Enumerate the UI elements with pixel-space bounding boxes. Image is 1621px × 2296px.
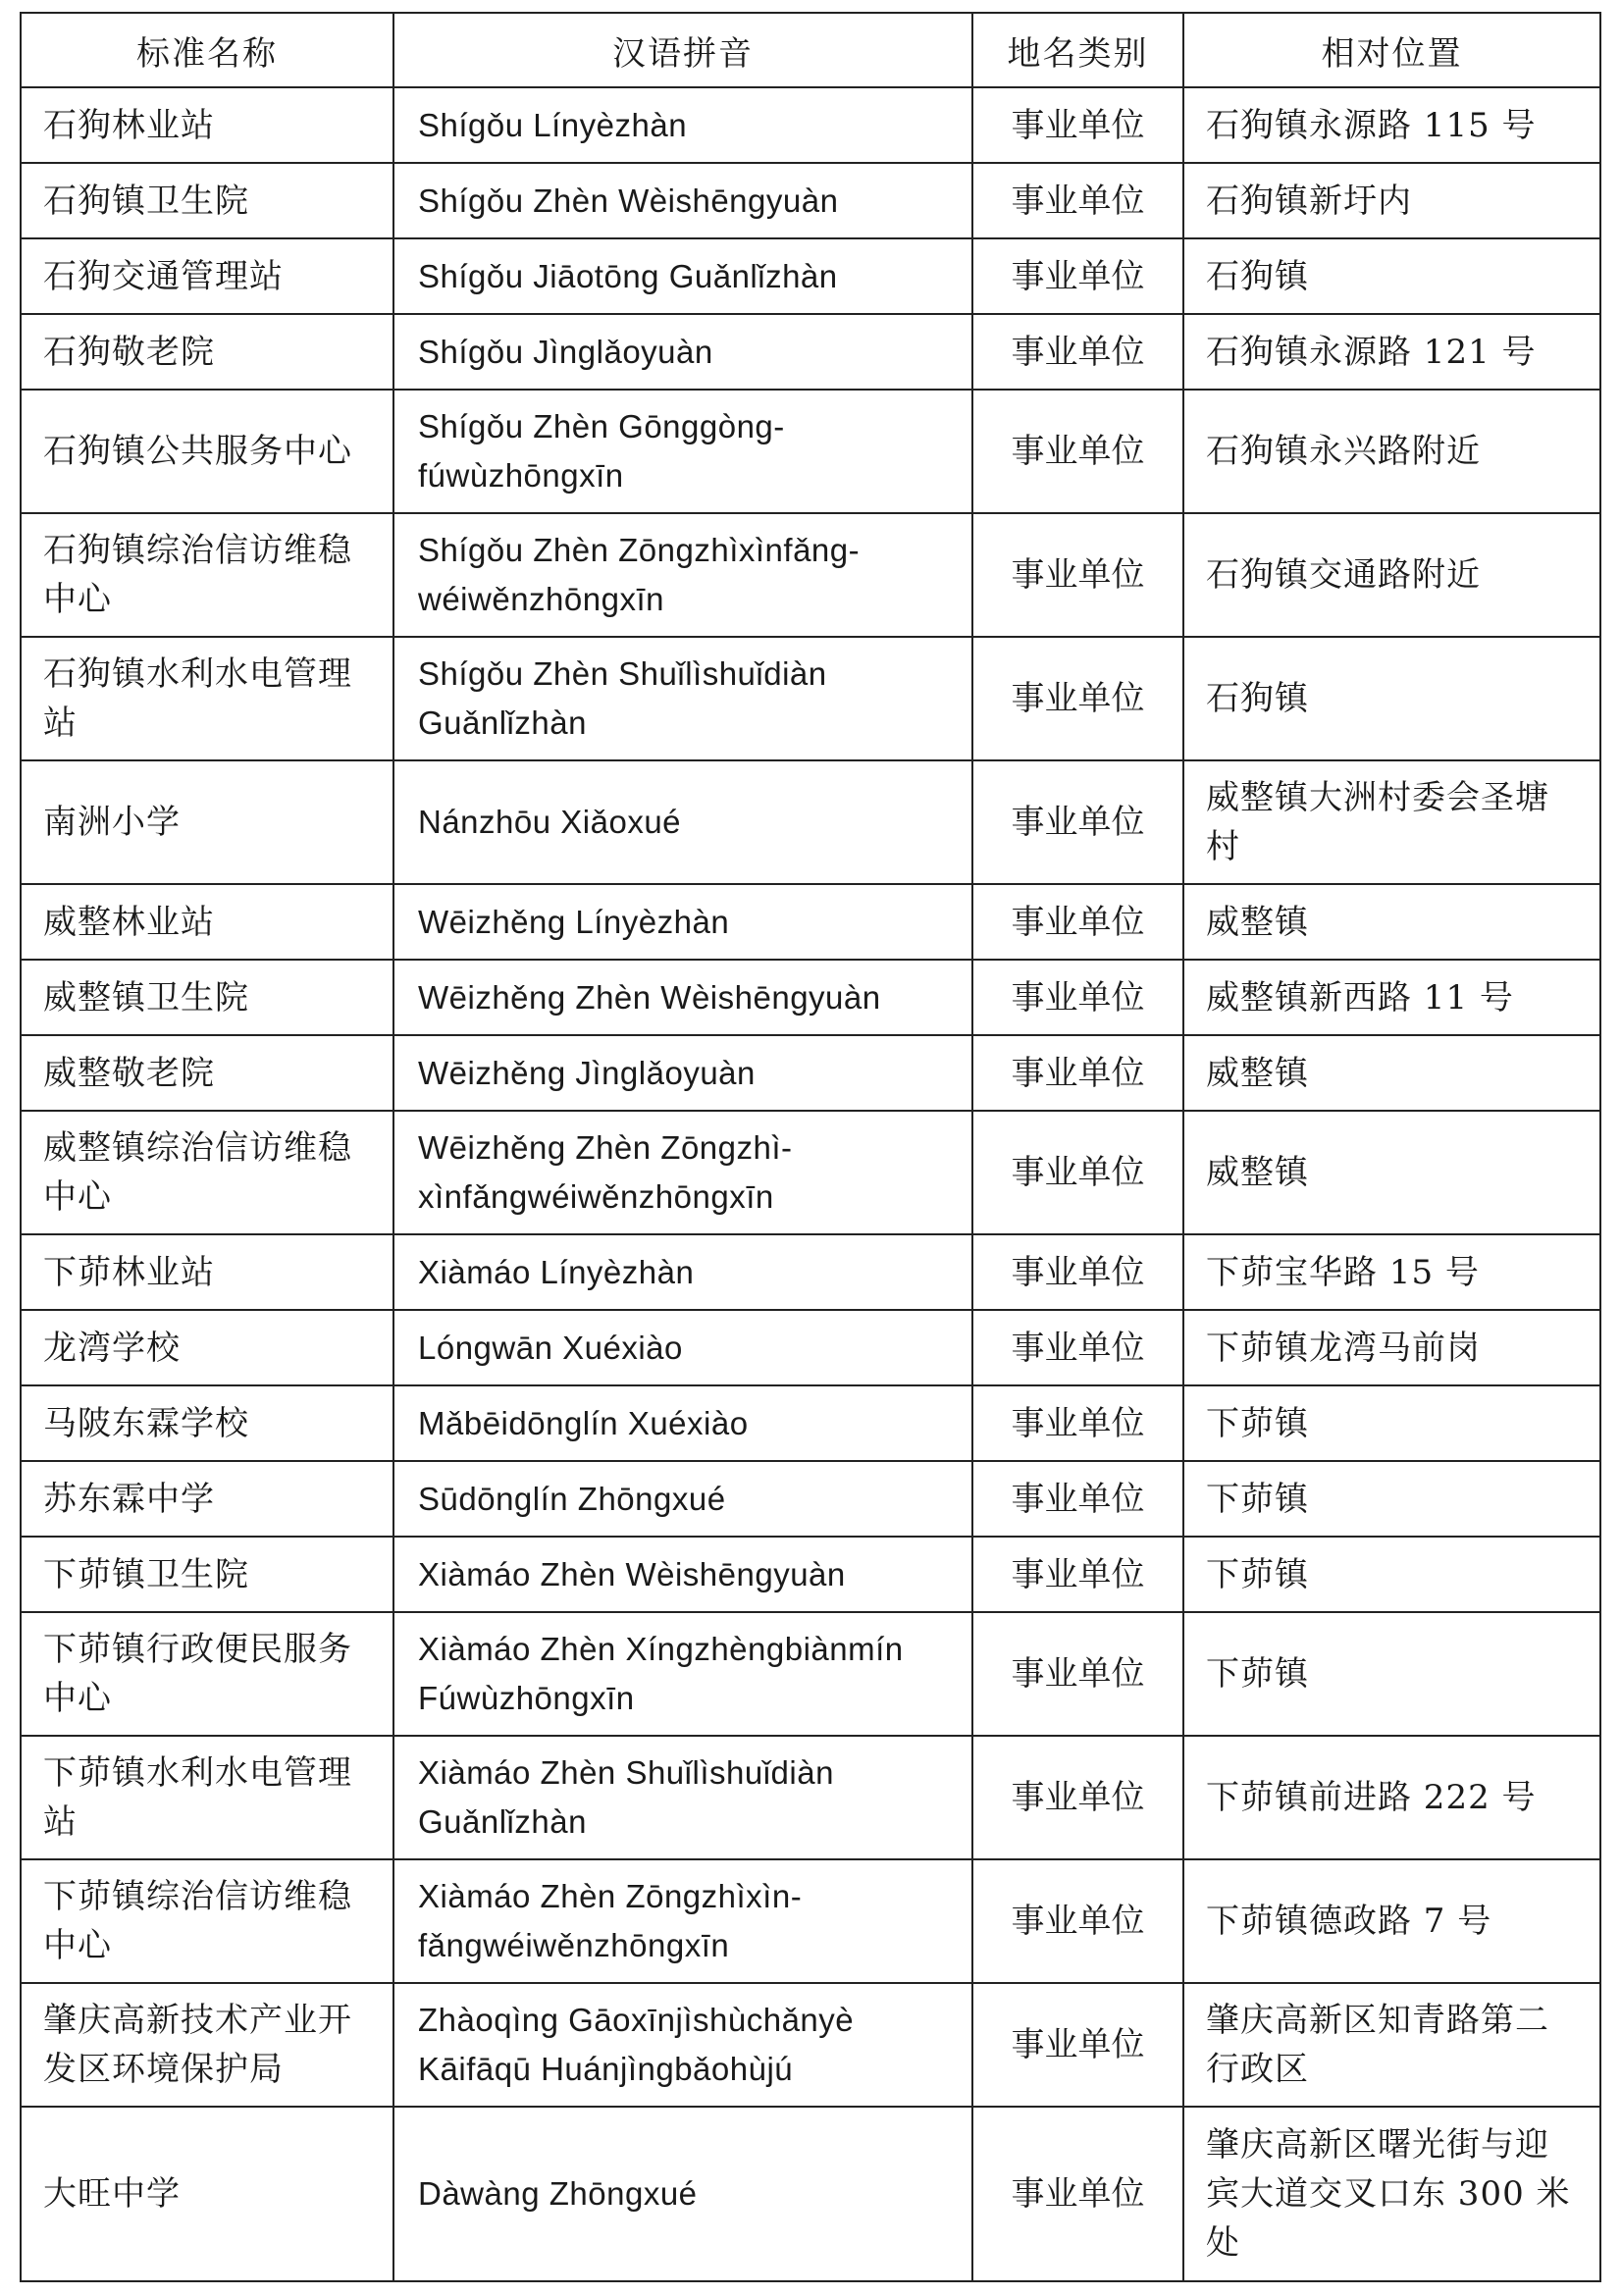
table-row	[21, 163, 1600, 238]
cell-pinyin: Xiàmáo Línyèzhàn	[393, 1234, 972, 1310]
cell-relative-location: 石狗镇交通路附近	[1183, 513, 1600, 637]
cell-relative-location: 下茆镇德政路 7 号	[1183, 1859, 1600, 1983]
table-row	[21, 1537, 1600, 1612]
cell-pinyin: Shígǒu Jiāotōng Guǎnlǐzhàn	[393, 238, 972, 314]
cell-pinyin: Wēizhěng Línyèzhàn	[393, 884, 972, 960]
table-row	[21, 1612, 1600, 1736]
cell-category: 事业单位	[972, 760, 1183, 884]
table-row	[21, 760, 1600, 884]
cell-standard-name: 威整镇卫生院	[21, 960, 393, 1035]
cell-pinyin: Shígǒu Zhèn Gōnggòng-fúwùzhōngxīn	[393, 390, 972, 513]
cell-relative-location: 石狗镇永源路 115 号	[1183, 87, 1600, 163]
cell-relative-location: 下茆镇	[1183, 1537, 1600, 1612]
cell-pinyin: Nánzhōu Xiǎoxué	[393, 760, 972, 884]
header-category: 地名类别	[972, 13, 1183, 87]
table-row	[21, 960, 1600, 1035]
cell-relative-location: 威整镇	[1183, 1035, 1600, 1111]
place-name-table	[20, 12, 1601, 2282]
table-row	[21, 1234, 1600, 1310]
cell-category: 事业单位	[972, 1859, 1183, 1983]
cell-standard-name: 石狗镇水利水电管理站	[21, 637, 393, 760]
cell-category: 事业单位	[972, 1234, 1183, 1310]
cell-category: 事业单位	[972, 1461, 1183, 1537]
cell-pinyin: Zhàoqìng Gāoxīnjìshùchǎnyè Kāifāqū Huánjìngbǎohùjú	[393, 1983, 972, 2107]
cell-standard-name: 大旺中学	[21, 2107, 393, 2281]
cell-relative-location: 石狗镇	[1183, 238, 1600, 314]
cell-relative-location: 下茆宝华路 15 号	[1183, 1234, 1600, 1310]
cell-category: 事业单位	[972, 87, 1183, 163]
cell-category: 事业单位	[972, 238, 1183, 314]
cell-pinyin: Sūdōnglín Zhōngxué	[393, 1461, 972, 1537]
cell-category: 事业单位	[972, 884, 1183, 960]
cell-pinyin: Xiàmáo Zhèn Shuǐlìshuǐdiàn Guǎnlǐzhàn	[393, 1736, 972, 1859]
cell-relative-location: 下茆镇	[1183, 1385, 1600, 1461]
table-row	[21, 1035, 1600, 1111]
header-pinyin: 汉语拼音	[393, 13, 972, 87]
cell-pinyin: Dàwàng Zhōngxué	[393, 2107, 972, 2281]
table-row	[21, 2107, 1600, 2281]
table-row	[21, 390, 1600, 513]
cell-relative-location: 下茆镇	[1183, 1612, 1600, 1736]
cell-pinyin: Shígǒu Zhèn Wèishēngyuàn	[393, 163, 972, 238]
cell-category: 事业单位	[972, 2107, 1183, 2281]
cell-relative-location: 石狗镇永兴路附近	[1183, 390, 1600, 513]
cell-standard-name: 威整敬老院	[21, 1035, 393, 1111]
cell-relative-location: 肇庆高新区知青路第二行政区	[1183, 1983, 1600, 2107]
cell-relative-location: 肇庆高新区曙光街与迎宾大道交叉口东 300 米处	[1183, 2107, 1600, 2281]
cell-standard-name: 下茆镇卫生院	[21, 1537, 393, 1612]
cell-pinyin: Shígǒu Línyèzhàn	[393, 87, 972, 163]
cell-standard-name: 石狗镇公共服务中心	[21, 390, 393, 513]
table-header-row	[21, 13, 1600, 87]
cell-category: 事业单位	[972, 1537, 1183, 1612]
cell-standard-name: 肇庆高新技术产业开发区环境保护局	[21, 1983, 393, 2107]
cell-pinyin: Shígǒu Zhèn Shuǐlìshuǐdiàn Guǎnlǐzhàn	[393, 637, 972, 760]
cell-standard-name: 下茆镇综治信访维稳中心	[21, 1859, 393, 1983]
cell-category: 事业单位	[972, 1385, 1183, 1461]
cell-relative-location: 下茆镇前进路 222 号	[1183, 1736, 1600, 1859]
cell-relative-location: 石狗镇	[1183, 637, 1600, 760]
cell-pinyin: Shígǒu Jìnglǎoyuàn	[393, 314, 972, 390]
header-standard-name: 标准名称	[21, 13, 393, 87]
cell-pinyin: Xiàmáo Zhèn Wèishēngyuàn	[393, 1537, 972, 1612]
cell-pinyin: Wēizhěng Zhèn Wèishēngyuàn	[393, 960, 972, 1035]
cell-category: 事业单位	[972, 513, 1183, 637]
table-row	[21, 1983, 1600, 2107]
cell-standard-name: 苏东霖中学	[21, 1461, 393, 1537]
cell-category: 事业单位	[972, 1612, 1183, 1736]
table-row	[21, 513, 1600, 637]
cell-pinyin: Mǎbēidōnglín Xuéxiào	[393, 1385, 972, 1461]
cell-relative-location: 威整镇	[1183, 1111, 1600, 1234]
cell-standard-name: 石狗林业站	[21, 87, 393, 163]
cell-pinyin: Wēizhěng Zhèn Zōngzhì-xìnfǎngwéiwěnzhōngxīn	[393, 1111, 972, 1234]
cell-standard-name: 威整镇综治信访维稳中心	[21, 1111, 393, 1234]
cell-pinyin: Lóngwān Xuéxiào	[393, 1310, 972, 1385]
cell-category: 事业单位	[972, 960, 1183, 1035]
cell-category: 事业单位	[972, 1983, 1183, 2107]
table-row	[21, 1461, 1600, 1537]
cell-category: 事业单位	[972, 1111, 1183, 1234]
table-row	[21, 1736, 1600, 1859]
cell-relative-location: 下茆镇龙湾马前岗	[1183, 1310, 1600, 1385]
cell-standard-name: 下茆镇水利水电管理站	[21, 1736, 393, 1859]
cell-pinyin: Xiàmáo Zhèn Xíngzhèngbiànmín Fúwùzhōngxīn	[393, 1612, 972, 1736]
table-body	[21, 87, 1600, 2281]
cell-standard-name: 下茆镇行政便民服务中心	[21, 1612, 393, 1736]
cell-standard-name: 威整林业站	[21, 884, 393, 960]
header-relative-location: 相对位置	[1183, 13, 1600, 87]
cell-relative-location: 下茆镇	[1183, 1461, 1600, 1537]
table-row	[21, 884, 1600, 960]
cell-category: 事业单位	[972, 1736, 1183, 1859]
cell-pinyin: Shígǒu Zhèn Zōngzhìxìnfǎng-wéiwěnzhōngxīn	[393, 513, 972, 637]
table-row	[21, 1859, 1600, 1983]
cell-relative-location: 石狗镇永源路 121 号	[1183, 314, 1600, 390]
table-row	[21, 1310, 1600, 1385]
cell-relative-location: 威整镇	[1183, 884, 1600, 960]
cell-category: 事业单位	[972, 1035, 1183, 1111]
table-row	[21, 1111, 1600, 1234]
table-row	[21, 238, 1600, 314]
cell-standard-name: 龙湾学校	[21, 1310, 393, 1385]
cell-category: 事业单位	[972, 1310, 1183, 1385]
table-row	[21, 314, 1600, 390]
table-row	[21, 637, 1600, 760]
cell-standard-name: 南洲小学	[21, 760, 393, 884]
cell-relative-location: 威整镇新西路 11 号	[1183, 960, 1600, 1035]
table-row	[21, 1385, 1600, 1461]
cell-standard-name: 石狗敬老院	[21, 314, 393, 390]
cell-standard-name: 石狗镇综治信访维稳中心	[21, 513, 393, 637]
cell-pinyin: Xiàmáo Zhèn Zōngzhìxìn-fǎngwéiwěnzhōngxīn	[393, 1859, 972, 1983]
cell-category: 事业单位	[972, 163, 1183, 238]
cell-standard-name: 石狗交通管理站	[21, 238, 393, 314]
cell-standard-name: 下茆林业站	[21, 1234, 393, 1310]
cell-relative-location: 石狗镇新圩内	[1183, 163, 1600, 238]
place-name-table-container	[20, 12, 1599, 2282]
cell-category: 事业单位	[972, 314, 1183, 390]
cell-standard-name: 石狗镇卫生院	[21, 163, 393, 238]
cell-standard-name: 马陂东霖学校	[21, 1385, 393, 1461]
cell-relative-location: 威整镇大洲村委会圣塘村	[1183, 760, 1600, 884]
cell-category: 事业单位	[972, 637, 1183, 760]
cell-pinyin: Wēizhěng Jìnglǎoyuàn	[393, 1035, 972, 1111]
cell-category: 事业单位	[972, 390, 1183, 513]
table-row	[21, 87, 1600, 163]
